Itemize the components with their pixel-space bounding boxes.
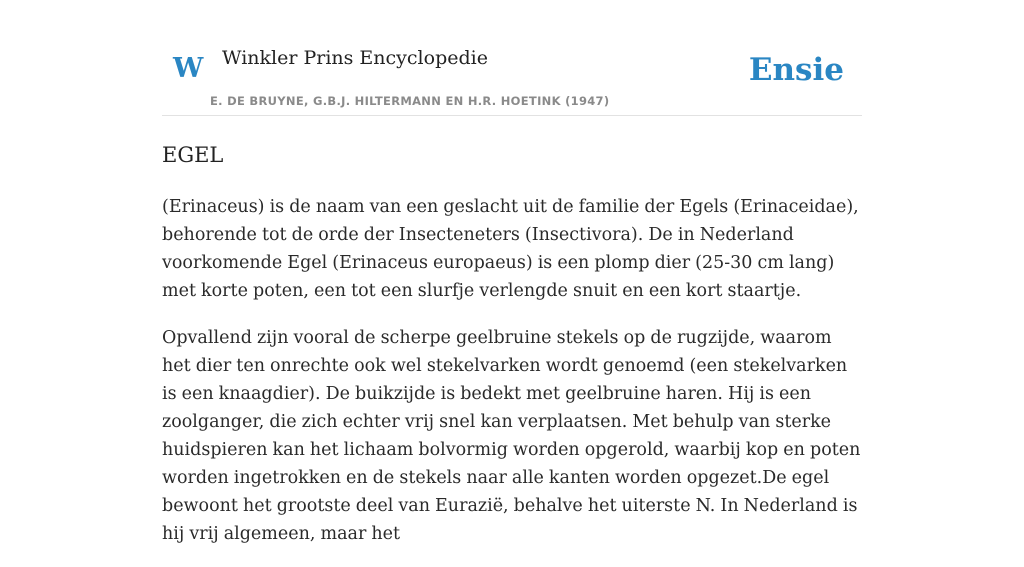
source-header (162, 0, 862, 116)
article-paragraph: Opvallend zijn vooral de scherpe geelbruine stekels op de rugzijde, waarom het dier ten onrechte ook wel stekelvarken wordt genoemd (een stekelvarken is een knaagdier). De buikzijde is bedekt met geelbruine haren. Hij is een zoolganger, die zich echter vrij snel kan verplaatsen. Met behulp van sterke huidspieren kan het lichaam bolvormig worden opgerold, waarbij kop en poten worden ingetrokken en de stekels naar alle kanten worden opgezet.De egel bewoont het grootste deel van Eurazië, behalve het uiterste N. In Nederland is hij vrij algemeen, maar het (162, 328, 861, 544)
source-title[interactable]: Winkler Prins Encyclopedie (222, 47, 488, 69)
article (162, 140, 862, 567)
article-paragraph: (Erinaceus) is de naam van een geslacht uit de familie der Egels (Erinaceidae), behorende tot de orde der Insecteneters (Insectivora). De in Nederland voorkomende Egel (Erinaceus europaeus) is een plomp dier (25-30 cm lang) met korte poten, een tot een slurfje verlengde snuit en een kort staartje. (162, 197, 859, 301)
brand-logo[interactable]: Ensie (748, 52, 844, 88)
source-authors: E. DE BRUYNE, G.B.J. HILTERMANN EN H.R. HOETINK (1947) (210, 94, 610, 108)
article-title: EGEL (162, 143, 224, 167)
source-logo-icon[interactable]: W (173, 53, 204, 84)
